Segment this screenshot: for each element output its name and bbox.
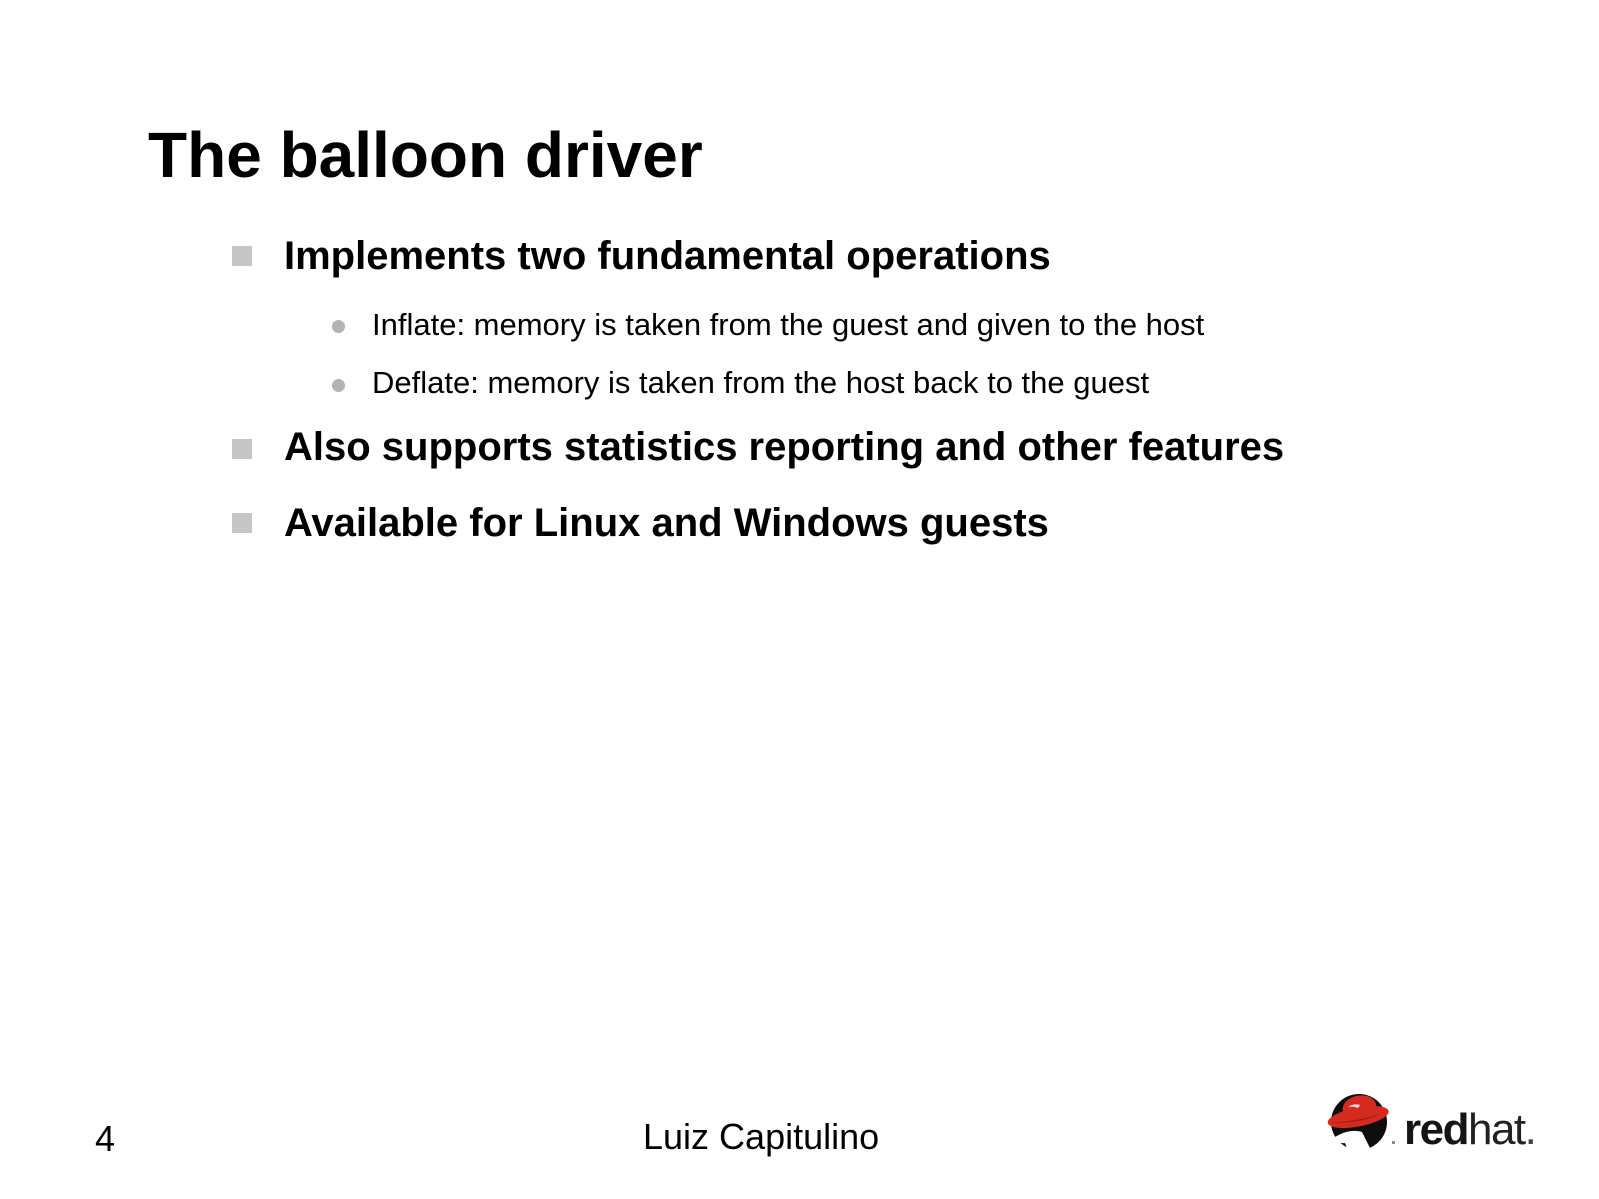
- circle-bullet-icon: [332, 320, 345, 333]
- logo-word-hat: hat: [1467, 1105, 1525, 1154]
- square-bullet-icon: [232, 246, 252, 266]
- bullet-level2-text: Inflate: memory is taken from the guest and given to the host: [372, 307, 1205, 342]
- logo-trademark-dot: .: [1524, 1105, 1536, 1154]
- redhat-logo-wordmark: [1404, 1105, 1536, 1154]
- square-bullet-icon: [232, 439, 252, 459]
- bullet-level2-text: Deflate: memory is taken from the host back to the guest: [372, 365, 1150, 400]
- logo-word-red: red: [1404, 1105, 1468, 1154]
- bullet-level1-text: Also supports statistics reporting and other features: [284, 425, 1285, 469]
- bullet-level1-text: Implements two fundamental operations: [284, 234, 1051, 278]
- slide-title: The balloon driver: [148, 119, 703, 191]
- footer-author: Luiz Capitulino: [643, 1116, 880, 1157]
- redhat-shadowman-hat-icon: [1318, 1091, 1398, 1153]
- bullet-level1-text: Available for Linux and Windows guests: [284, 501, 1049, 545]
- circle-bullet-icon: [332, 379, 345, 392]
- page-number: 4: [95, 1118, 116, 1159]
- square-bullet-icon: [232, 513, 252, 533]
